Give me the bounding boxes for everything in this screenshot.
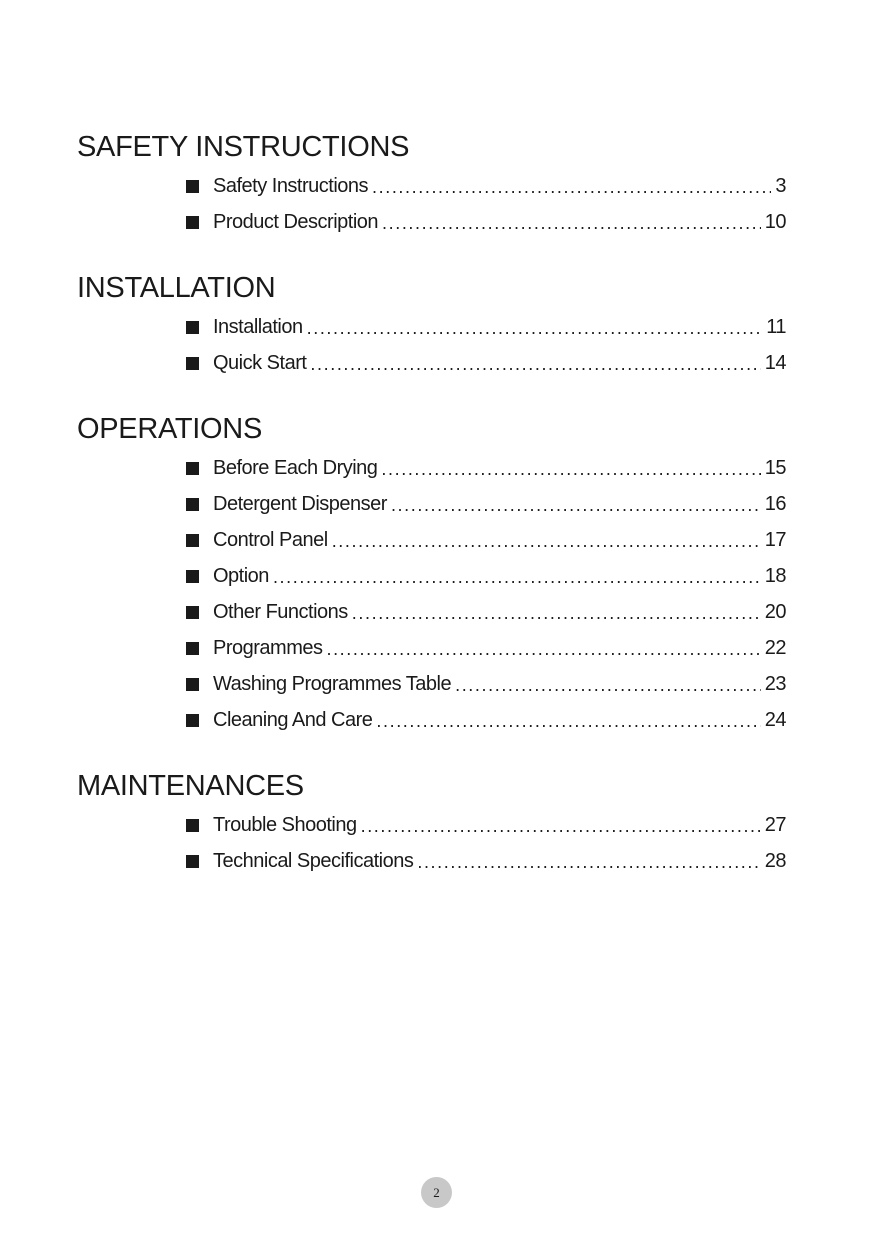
toc-entry[interactable] [186,848,786,874]
toc-entry-page: 11 [766,315,786,338]
toc-entry[interactable] [186,671,786,697]
dot-leader [310,354,760,375]
dot-leader [332,531,761,552]
toc-entry[interactable] [186,491,786,517]
toc-entry-label: Control Panel [213,528,328,551]
square-bullet-icon [186,819,199,832]
dot-leader [381,459,760,480]
toc-entry-label: Technical Specifications [213,849,414,872]
page-number-badge: 2 [421,1177,452,1208]
square-bullet-icon [186,357,199,370]
toc-entry[interactable] [186,455,786,481]
toc-entry[interactable] [186,209,786,235]
toc-entry-page: 10 [764,210,786,233]
toc-entry-label: Other Functions [213,600,348,623]
toc-entry-label: Cleaning And Care [213,708,373,731]
toc-entry-page: 3 [775,174,786,197]
toc-entry[interactable] [186,635,786,661]
toc-entry-page: 27 [764,813,786,836]
toc-entry[interactable] [186,527,786,553]
section-title: SAFETY INSTRUCTIONS [77,131,410,163]
toc-entry-label: Programmes [213,636,323,659]
toc-entry-page: 18 [764,564,786,587]
toc-entry-page: 15 [764,456,786,479]
toc-entry[interactable] [186,314,786,340]
toc-entry-label: Before Each Drying [213,456,378,479]
toc-entry-page: 16 [764,492,786,515]
dot-leader [326,639,760,660]
toc-entry-label: Trouble Shooting [213,813,357,836]
square-bullet-icon [186,714,199,727]
toc-entry[interactable] [186,563,786,589]
square-bullet-icon [186,216,199,229]
square-bullet-icon [186,642,199,655]
square-bullet-icon [186,498,199,511]
toc-entry-page: 22 [764,636,786,659]
dot-leader [307,318,763,339]
toc-entry-page: 14 [764,351,786,374]
dot-leader [376,711,760,732]
toc-entry[interactable] [186,599,786,625]
toc-entry-page: 28 [764,849,786,872]
toc-entry-label: Safety Instructions [213,174,369,197]
square-bullet-icon [186,534,199,547]
section-title: MAINTENANCES [77,770,304,802]
toc-entry-label: Option [213,564,269,587]
dot-leader [372,177,771,198]
dot-leader [361,816,761,837]
toc-entry-page: 20 [764,600,786,623]
toc-entry[interactable] [186,707,786,733]
toc-entry-page: 17 [764,528,786,551]
section-title: OPERATIONS [77,413,262,445]
toc-entry-label: Detergent Dispenser [213,492,387,515]
dot-leader [352,603,761,624]
square-bullet-icon [186,180,199,193]
square-bullet-icon [186,321,199,334]
section-title: INSTALLATION [77,272,276,304]
dot-leader [391,495,761,516]
toc-entry-page: 24 [764,708,786,731]
toc-entry[interactable] [186,812,786,838]
square-bullet-icon [186,606,199,619]
square-bullet-icon [186,855,199,868]
dot-leader [382,213,761,234]
toc-entry-label: Quick Start [213,351,307,374]
dot-leader [455,675,761,696]
square-bullet-icon [186,678,199,691]
square-bullet-icon [186,462,199,475]
dot-leader [273,567,761,588]
toc-entry[interactable] [186,350,786,376]
dot-leader [417,852,760,873]
toc-entry[interactable] [186,173,786,199]
square-bullet-icon [186,570,199,583]
toc-entry-label: Washing Programmes Table [213,672,452,695]
toc-entry-label: Installation [213,315,303,338]
toc-entry-page: 23 [764,672,786,695]
toc-entry-label: Product Description [213,210,379,233]
